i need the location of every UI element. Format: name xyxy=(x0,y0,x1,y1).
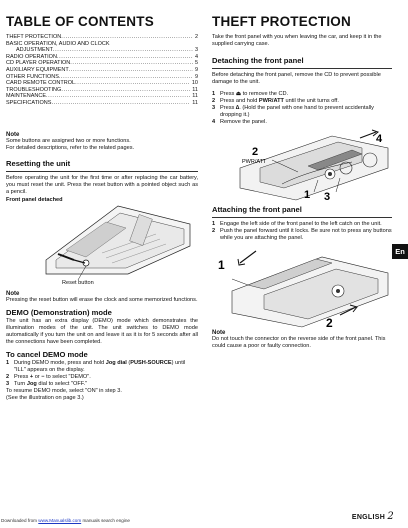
page-number: ENGLISH 2 xyxy=(351,511,394,522)
step-item: 1 Press ⏏ to remove the CD. xyxy=(212,91,289,97)
theft-title: THEFT PROTECTION xyxy=(212,14,351,29)
figure-step-label: 1 xyxy=(218,258,225,272)
step-item: 3 Press ∆. (Hold the panel with one hand to prevent accidentally dropping it.) xyxy=(212,105,374,118)
divider xyxy=(6,171,198,172)
reset-figure-label: Front panel detached xyxy=(6,196,63,203)
step-item: 2 Press and hold PWR/ATT until the unit turns off. xyxy=(212,98,339,104)
left-column xyxy=(6,14,198,402)
demo-resume-text: To resume DEMO mode, select "ON" in step 3. xyxy=(6,387,122,394)
toc-entry[interactable]: TROUBLESHOOTING ..... 11 xyxy=(6,87,198,94)
figure-step-label: 2 xyxy=(252,146,259,158)
toc-title: TABLE OF CONTENTS xyxy=(6,14,154,29)
toc-entry[interactable]: MAINTENANCE ..... 11 xyxy=(6,93,198,100)
attach-note-text: Do not touch the connector on the reverse side of the front panel. This could cause a poor or faulty connection. xyxy=(212,336,386,349)
reset-body: Before operating the unit for the first time or after replacing the car battery, you must reset the unit. Press the reset button with a pointed object such as a pencil. xyxy=(6,174,198,195)
toc-note-line: Some buttons are assigned two or more functions. xyxy=(6,137,131,144)
toc-note-title: Note xyxy=(6,131,20,138)
toc-entry[interactable]: CARD REMOTE CONTROL ..... 10 xyxy=(6,80,198,87)
eject-icon: ⏏ xyxy=(235,91,242,97)
release-icon: ∆ xyxy=(235,105,240,111)
step-item: 2 Push the panel forward until it locks. Be sure not to press any buttons while you are attaching the panel. xyxy=(212,228,392,241)
manualslib-link[interactable]: www.Manualslib.com xyxy=(38,518,82,523)
step-item: 4 Remove the panel. xyxy=(212,119,267,125)
attach-heading: Attaching the front panel xyxy=(212,205,302,214)
toc-entry[interactable]: THEFT PROTECTION ..... 2 xyxy=(6,34,198,41)
toc-entry[interactable]: RADIO OPERATION ..... 4 xyxy=(6,54,198,61)
reset-figure-caption: Reset button xyxy=(62,279,94,286)
demo-cancel-heading: To cancel DEMO mode xyxy=(6,349,88,359)
figure-step-label: 1 xyxy=(304,189,311,201)
demo-see-also: (See the illustration on page 3.) xyxy=(6,394,84,401)
toc-note-line: For detailed descriptions, refer to the related pages. xyxy=(6,144,135,151)
toc-entry[interactable]: CD PLAYER OPERATION ..... 5 xyxy=(6,60,198,67)
attach-note-title: Note xyxy=(212,330,226,336)
toc-entry[interactable]: AUXILIARY EQUIPMENT ..... 9 xyxy=(6,67,198,74)
detach-panel-illustration xyxy=(212,128,392,202)
toc-entry[interactable]: SPECIFICATIONS ..... 11 xyxy=(6,100,198,107)
divider xyxy=(212,217,392,218)
reset-note-title: Note xyxy=(6,290,20,297)
demo-body: The unit has an extra display (DEMO) mode which demonstrates the illumination modes of the unit. The unit switches to DEMO mode automatically if you turn the unit on and leave it as it is for 5 seconds after all the connections have been completed. xyxy=(6,317,198,345)
detach-steps xyxy=(212,91,392,126)
toc-list xyxy=(6,34,198,107)
reset-note-text: Pressing the reset button will erase the clock and some memorized functions. xyxy=(6,296,198,303)
step-item: 3 Turn Jog dial to select "OFF." xyxy=(6,380,88,387)
step-item: 1 During DEMO mode, press and hold Jog dial (PUSH-SOURCE) until "ILL" appears on the display. xyxy=(6,359,186,373)
detach-heading: Detaching the front panel xyxy=(212,56,304,65)
download-source: Downloaded from www.Manualslib.com manuals search engine xyxy=(1,518,130,523)
pwr-att-label: PWR/ATT xyxy=(242,159,267,165)
minus-icon: − xyxy=(41,373,45,380)
figure-step-label: 4 xyxy=(376,133,383,145)
step-item: 1 Engage the left side of the front panel to the left catch on the unit. xyxy=(212,221,382,227)
detach-intro: Before detaching the front panel, remove the CD to prevent possible damage to the unit. xyxy=(212,72,381,85)
reset-heading: Resetting the unit xyxy=(6,158,71,168)
toc-entry[interactable]: OTHER FUNCTIONS ..... 9 xyxy=(6,74,198,81)
figure-step-label: 2 xyxy=(326,316,333,329)
attach-panel-illustration xyxy=(212,245,392,329)
plus-icon: + xyxy=(29,373,34,380)
attach-steps xyxy=(212,221,392,242)
reset-button-illustration xyxy=(6,204,198,280)
right-column xyxy=(212,14,392,350)
language-tab: En xyxy=(392,244,408,259)
toc-entry[interactable]: ADJUSTMENT ..... 3 xyxy=(6,47,198,54)
figure-step-label: 3 xyxy=(324,191,331,202)
demo-heading: DEMO (Demonstration) mode xyxy=(6,307,112,317)
toc-entry: BASIC OPERATION, AUDIO AND CLOCK xyxy=(6,40,110,47)
demo-cancel-steps xyxy=(6,360,198,388)
divider xyxy=(212,68,392,69)
step-item: 2 Press + or − to select "DEMO". xyxy=(6,373,91,380)
theft-intro: Take the front panel with you when leaving the car, and keep it in the supplied carrying case. xyxy=(212,34,382,47)
